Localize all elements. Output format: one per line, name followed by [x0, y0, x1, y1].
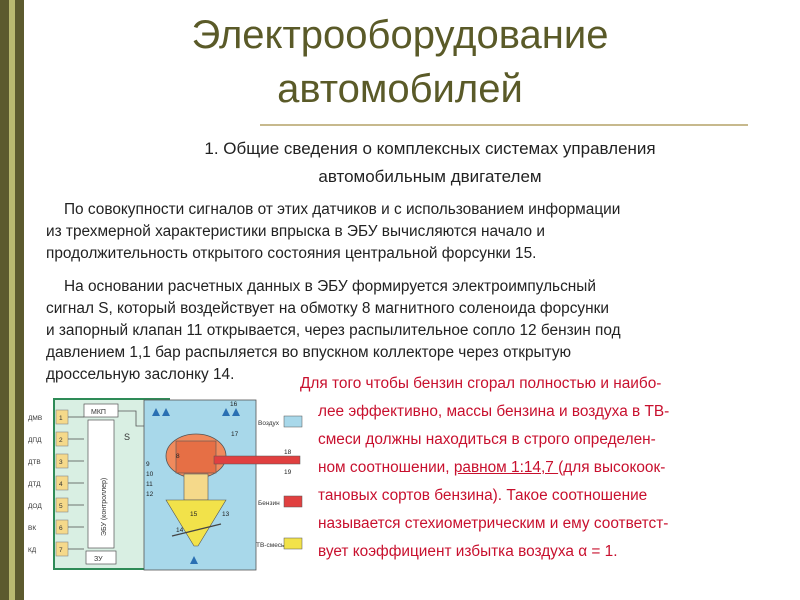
legend-mixture: ТВ-смесь [256, 542, 285, 549]
section-heading-line-2: автомобильным двигателем [318, 167, 542, 186]
left-decor-stripe [0, 0, 24, 600]
svg-text:9: 9 [146, 461, 150, 468]
note-line: смеси должны находиться в строго определен- [318, 431, 656, 448]
note-line-ratio: ном соотношении, равном 1:14,7 (для высокоок- [318, 459, 666, 476]
zu-label: ЗУ [94, 556, 103, 563]
svg-text:10: 10 [146, 471, 154, 478]
paragraph-2-line: давлением 1,1 бар распыляется во впускном коллекторе через открытую [46, 344, 572, 361]
svg-text:8: 8 [176, 453, 180, 460]
ratio-value: равном 1:14,7 [453, 459, 559, 476]
note-line: лее эффективно, массы бензина и воздуха в ТВ- [318, 403, 670, 420]
paragraph-2-line: и запорный клапан 11 открывается, через распылительное сопло 12 бензин под [46, 322, 621, 339]
sensor-number: 3 [59, 459, 63, 466]
mkp-label: МКП [91, 409, 106, 416]
stoichiometry-note [300, 370, 778, 566]
paragraph-1 [46, 199, 786, 265]
section-heading-line-1: 1. Общие сведения о комплексных системах управления [204, 139, 656, 158]
sensor-label: ДТД [28, 481, 41, 488]
slide-title [30, 8, 770, 116]
note-line: Для того чтобы бензин сгорал полностью и наибо- [300, 375, 662, 392]
title-divider [260, 124, 748, 126]
note-line: вует коэффициент избытка воздуха α = 1. [318, 543, 618, 560]
sensor-number: 6 [59, 525, 63, 532]
note-line: называется стехиометрическим и ему соответст- [318, 515, 669, 532]
sensor-label: ДТВ [28, 459, 41, 466]
legend-air-swatch [284, 416, 302, 427]
svg-text:13: 13 [222, 511, 230, 518]
left-decor-stripe-light [9, 0, 15, 600]
sensor-label: ДМВ [28, 415, 43, 422]
ecu-label: ЭБУ (контроллер) [101, 477, 108, 536]
svg-text:17: 17 [231, 431, 239, 438]
sensor-number: 2 [59, 437, 63, 444]
injection-system-diagram [26, 396, 316, 571]
paragraph-1-line: из трехмерной характеристики впрыска в ЭБУ вычисляются начало и [46, 223, 545, 240]
svg-text:11: 11 [146, 481, 153, 488]
sensor-number: 1 [59, 415, 63, 422]
svg-text:18: 18 [284, 449, 292, 456]
sensor-label: ДПД [28, 437, 42, 444]
legend-fuel-swatch [284, 496, 302, 507]
sensor-label: ДОД [28, 503, 42, 510]
legend-mixture-swatch [284, 538, 302, 549]
paragraph-2-last-line: дроссельную заслонку 14. [46, 366, 235, 383]
section-heading [120, 135, 740, 191]
legend-air: Воздух [258, 420, 280, 427]
svg-text:14: 14 [176, 527, 184, 534]
sensor-number: 4 [59, 481, 63, 488]
paragraph-2-line: сигнал S, который воздействует на обмотку 8 магнитного соленоида форсунки [46, 300, 609, 317]
legend-fuel: Бензин [258, 500, 280, 507]
paragraph-1-line: По совокупности сигналов от этих датчиков и с использованием информации [64, 201, 621, 218]
fuel-line [214, 456, 300, 464]
svg-text:12: 12 [146, 491, 154, 498]
svg-text:19: 19 [284, 469, 292, 476]
svg-text:15: 15 [190, 511, 198, 518]
sensor-number: 7 [59, 547, 63, 554]
sensor-label: КД [28, 547, 37, 554]
note-line: тановых сортов бензина). Такое соотношение [318, 487, 648, 504]
title-line-2: автомобилей [277, 67, 523, 111]
sensor-label: ВК [28, 525, 37, 532]
paragraph-2-line: На основании расчетных данных в ЭБУ формируется электроимпульсный [64, 278, 596, 295]
svg-text:16: 16 [230, 401, 238, 408]
paragraph-1-line: продолжительность открытого состояния центральной форсунки 15. [46, 245, 537, 262]
sensor-number: 5 [59, 503, 63, 510]
title-line-1: Электрооборудование [191, 13, 609, 57]
signal-s-label: S [124, 432, 131, 442]
